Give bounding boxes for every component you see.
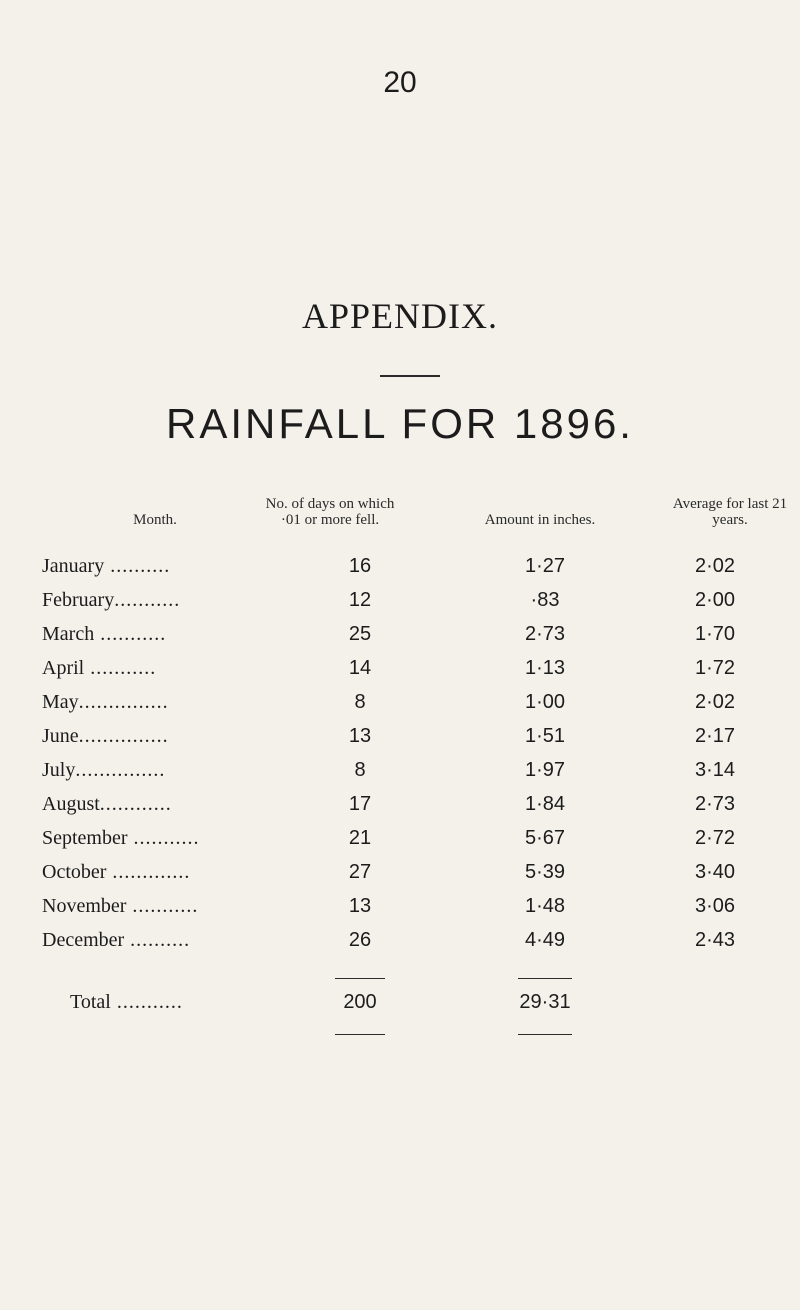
table-row: [0, 651, 800, 685]
amount-cell: 1·00: [524, 691, 566, 713]
dot-leader: ...........: [114, 589, 181, 611]
dot-leader: ...............: [75, 759, 166, 781]
table-row: [0, 549, 800, 583]
table-row: [0, 685, 800, 719]
amount-cell: 2·73: [524, 623, 566, 645]
total-label-cell: [70, 985, 300, 1019]
amount-cell: 4·49: [524, 929, 566, 951]
days-cell: 27: [348, 861, 372, 883]
rainfall-title: RAINFALL FOR 1896.: [166, 400, 634, 447]
month-name: October: [42, 861, 107, 883]
average-cell: 2·02: [694, 691, 736, 713]
month-name: June: [42, 725, 79, 747]
dot-leader: ..........: [124, 929, 191, 951]
days-cell: 21: [348, 827, 372, 849]
days-cell: 8: [354, 691, 366, 713]
dot-leader: ...........: [110, 991, 183, 1013]
month-cell: [42, 651, 292, 685]
dot-leader: ...........: [94, 623, 167, 645]
month-name: July: [42, 759, 76, 781]
month-cell: [42, 855, 292, 889]
column-header-month: Month.: [133, 512, 177, 528]
amount-cell: ·83: [530, 589, 560, 611]
month-cell: [42, 753, 292, 787]
days-cell: 13: [348, 895, 372, 917]
month-cell: [42, 821, 292, 855]
total-label: Total: [70, 991, 111, 1013]
table-row: [0, 617, 800, 651]
days-cell: 13: [348, 725, 372, 747]
column-header-days: No. of days on which ·01 or more fell.: [265, 496, 395, 528]
month-cell: [42, 583, 292, 617]
average-cell: 1·70: [694, 623, 736, 645]
days-cell: 8: [354, 759, 366, 781]
average-cell: 1·72: [694, 657, 736, 679]
month-name: February: [42, 589, 115, 611]
month-cell: [42, 889, 292, 923]
dot-leader: ...............: [78, 691, 169, 713]
average-cell: 2·00: [694, 589, 736, 611]
average-cell: 2·73: [694, 793, 736, 815]
average-cell: 3·06: [694, 895, 736, 917]
average-cell: 2·72: [694, 827, 736, 849]
total-amount-cell: 29·31: [519, 991, 571, 1013]
month-name: January: [42, 555, 105, 577]
dot-leader: ...............: [78, 725, 169, 747]
month-name: December: [42, 929, 125, 951]
amount-cell: 1·48: [524, 895, 566, 917]
month-cell: [42, 549, 292, 583]
days-cell: 12: [348, 589, 372, 611]
table-row: [0, 583, 800, 617]
title-rule: [380, 375, 440, 377]
days-cell: 16: [348, 555, 372, 577]
sum-rule-bottom: [518, 1034, 572, 1035]
total-row: [0, 985, 800, 1019]
column-header-average: Average for last 21 years.: [672, 496, 788, 528]
average-cell: 2·02: [694, 555, 736, 577]
average-cell: 2·17: [694, 725, 736, 747]
average-cell: 3·14: [694, 759, 736, 781]
table-row: [0, 787, 800, 821]
sum-rule-top: [335, 978, 385, 979]
month-name: April: [42, 657, 85, 679]
table-row: [0, 719, 800, 753]
average-cell: 2·43: [694, 929, 736, 951]
amount-cell: 5·39: [524, 861, 566, 883]
table-row: [0, 923, 800, 957]
days-cell: 25: [348, 623, 372, 645]
appendix-title: APPENDIX.: [301, 296, 498, 336]
month-name: March: [42, 623, 95, 645]
dot-leader: ..........: [104, 555, 171, 577]
dot-leader: ...........: [126, 895, 199, 917]
amount-cell: 1·27: [524, 555, 566, 577]
days-cell: 26: [348, 929, 372, 951]
amount-cell: 1·97: [524, 759, 566, 781]
table-row: [0, 753, 800, 787]
column-header-amount: Amount in inches.: [484, 512, 596, 528]
days-cell: 14: [348, 657, 372, 679]
dot-leader: .............: [106, 861, 191, 883]
sum-rule-top: [518, 978, 572, 979]
days-cell: 17: [348, 793, 372, 815]
dot-leader: ............: [99, 793, 172, 815]
month-cell: [42, 923, 292, 957]
table-row: [0, 855, 800, 889]
month-cell: [42, 685, 292, 719]
month-cell: [42, 617, 292, 651]
month-name: September: [42, 827, 128, 849]
dot-leader: ...........: [84, 657, 157, 679]
amount-cell: 1·84: [524, 793, 566, 815]
month-cell: [42, 719, 292, 753]
average-cell: 3·40: [694, 861, 736, 883]
month-cell: [42, 787, 292, 821]
amount-cell: 5·67: [524, 827, 566, 849]
month-name: November: [42, 895, 127, 917]
month-name: May: [42, 691, 79, 713]
total-days-cell: 200: [343, 991, 377, 1013]
sum-rule-bottom: [335, 1034, 385, 1035]
dot-leader: ...........: [127, 827, 200, 849]
page-number: 20: [383, 66, 417, 99]
table-row: [0, 889, 800, 923]
month-name: August: [42, 793, 100, 815]
amount-cell: 1·13: [524, 657, 566, 679]
table-row: [0, 821, 800, 855]
amount-cell: 1·51: [524, 725, 566, 747]
